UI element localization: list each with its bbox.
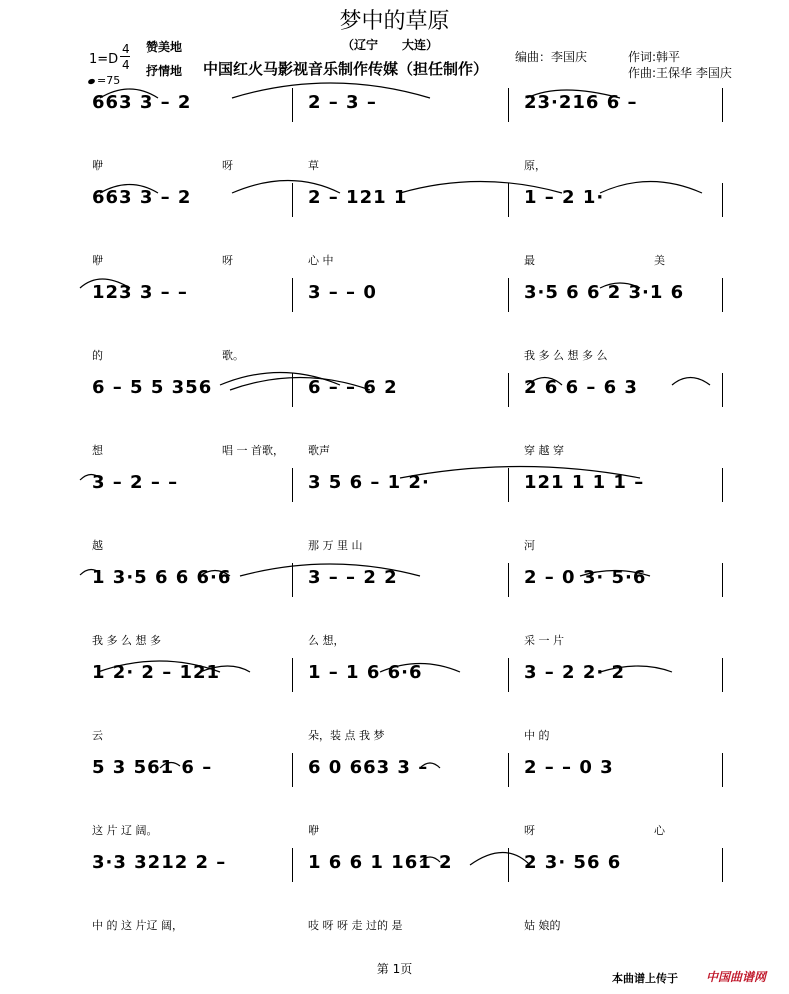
performance-style-1: 赞美地 (146, 40, 183, 54)
lyric-text: 中 的 (524, 729, 550, 742)
measure-notes: 3 – 2 2· 2 (524, 662, 626, 683)
measure-notes: 2 – 0 3· 5·6 (524, 567, 647, 588)
lyric-text: 咿 (92, 159, 103, 172)
bar-line (292, 373, 293, 407)
lyricist-credit: 作词:韩平 (628, 50, 681, 64)
quarter-note-icon (87, 77, 95, 84)
lyric-text: 穿 越 穿 (524, 444, 564, 457)
time-signature-bottom: 4 (122, 58, 130, 72)
bar-line (508, 658, 509, 692)
time-signature-line (120, 56, 130, 57)
bar-line (292, 183, 293, 217)
lyric-text: 心 中 (308, 254, 334, 267)
measure-notes: 1 3·5 6 6 6·6 (92, 567, 232, 588)
song-title: 梦中的草原 (339, 9, 450, 34)
page-number: 第 1页 (376, 962, 413, 976)
lyric-text: 心 (654, 824, 665, 837)
bar-line (508, 183, 509, 217)
bar-line (508, 468, 509, 502)
measure-notes: 1 2· 2 – 121 (92, 662, 221, 683)
measure-notes: 663 3 – 2 (92, 92, 192, 113)
measure-notes: 6 0 663 3 – (308, 757, 429, 778)
measure-notes: 663 3 – 2 (92, 187, 192, 208)
producer-credit: 中国红火马影视音乐制作传媒（担任制作） (203, 60, 489, 78)
measure-notes: 6 – 5 5 356 (92, 377, 213, 398)
lyric-text: 这 片 辽 阔。 (92, 824, 158, 837)
measure-notes: 3 – – 2 2 (308, 567, 398, 588)
lyric-text: 呀 (524, 824, 535, 837)
bar-line (722, 848, 723, 882)
measure-notes: 2 – – 0 3 (524, 757, 614, 778)
lyric-text: 云 (92, 729, 103, 742)
lyric-text: 呀 (222, 254, 233, 267)
lyric-text: 草 (308, 159, 319, 172)
bar-line (292, 753, 293, 787)
bar-line (508, 278, 509, 312)
measure-notes: 1 – 2 1· (524, 187, 605, 208)
lyric-text: 想 (92, 444, 103, 457)
measure-notes: 2 – 121 1 (308, 187, 408, 208)
bar-line (722, 658, 723, 692)
lyric-text: 我 多 么 想 多 (92, 634, 161, 647)
lyric-text: 中 的 这 片辽 阔， (92, 919, 183, 932)
bar-line (508, 88, 509, 122)
time-signature-top: 4 (122, 42, 130, 56)
bar-line (508, 848, 509, 882)
measure-notes: 5 3 561 6 – (92, 757, 213, 778)
song-origin: （辽宁 大连） (341, 38, 438, 52)
measure-notes: 121 1 1 1 – (524, 472, 645, 493)
lyric-text: 歌声 (308, 444, 330, 457)
bar-line (292, 658, 293, 692)
measure-notes: 3·3 3212 2 – (92, 852, 227, 873)
lyric-text: 我 多 么 想 多 么 (524, 349, 608, 362)
key-signature: 1=D (89, 52, 119, 67)
lyric-text: 姑 娘的 (524, 919, 561, 932)
lyric-text: 咿 (308, 824, 319, 837)
measure-notes: 3 – 2 – – (92, 472, 179, 493)
measure-notes: 6 – – 6 2 (308, 377, 398, 398)
lyric-text: 呀 (222, 159, 233, 172)
performance-style-2: 抒情地 (146, 64, 183, 78)
bar-line (292, 848, 293, 882)
bar-line (292, 88, 293, 122)
bar-line (722, 753, 723, 787)
lyric-text: 咿 (92, 254, 103, 267)
lyric-text: 原， (524, 159, 546, 172)
measure-notes: 3·5 6 6 2 3·1 6 (524, 282, 685, 303)
measure-notes: 123 3 – – (92, 282, 188, 303)
bar-line (722, 88, 723, 122)
measure-notes: 2 6 6 – 6 3 (524, 377, 638, 398)
lyric-text: 的 (92, 349, 103, 362)
tempo-marking (88, 74, 120, 87)
bar-line (508, 563, 509, 597)
measure-notes: 2 – 3 – (308, 92, 377, 113)
lyric-text: 越 (92, 539, 103, 552)
bar-line (292, 278, 293, 312)
lyric-text: 河 (524, 539, 535, 552)
site-logo[interactable]: 中国曲谱网 (706, 970, 767, 984)
bar-line (508, 753, 509, 787)
tempo-value: =75 (97, 74, 121, 87)
lyric-text: 最 (524, 254, 535, 267)
upload-note: 本曲谱上传于 (612, 972, 678, 985)
lyric-text: 采 一 片 (524, 634, 564, 647)
measure-notes: 2 3· 56 6 (524, 852, 622, 873)
bar-line (292, 468, 293, 502)
composer-credit: 作曲:王保华 李国庆 (628, 66, 732, 80)
bar-line (508, 373, 509, 407)
bar-line (722, 468, 723, 502)
lyric-text: 吱 呀 呀 走 过的 是 (308, 919, 403, 932)
bar-line (722, 563, 723, 597)
lyric-text: 那 万 里 山 (308, 539, 363, 552)
measure-notes: 1 – 1 6 6·6 (308, 662, 423, 683)
bar-line (722, 278, 723, 312)
lyric-text: 歌。 (222, 349, 244, 362)
bar-line (722, 183, 723, 217)
lyric-text: 美 (654, 254, 665, 267)
lyric-text: 朵，装 点 我 梦 (308, 729, 385, 742)
bar-line (722, 373, 723, 407)
lyric-text: 唱 一 首歌， (222, 444, 284, 457)
measure-notes: 1 6 6 1 161 2 (308, 852, 453, 873)
bar-line (292, 563, 293, 597)
measure-notes: 3 – – 0 (308, 282, 377, 303)
lyric-text: 么 想， (308, 634, 345, 647)
measure-notes: 3 5 6 – 1 2· (308, 472, 430, 493)
measure-notes: 23·216 6 – (524, 92, 638, 113)
arranger-credit: 编曲：李国庆 (515, 50, 588, 64)
